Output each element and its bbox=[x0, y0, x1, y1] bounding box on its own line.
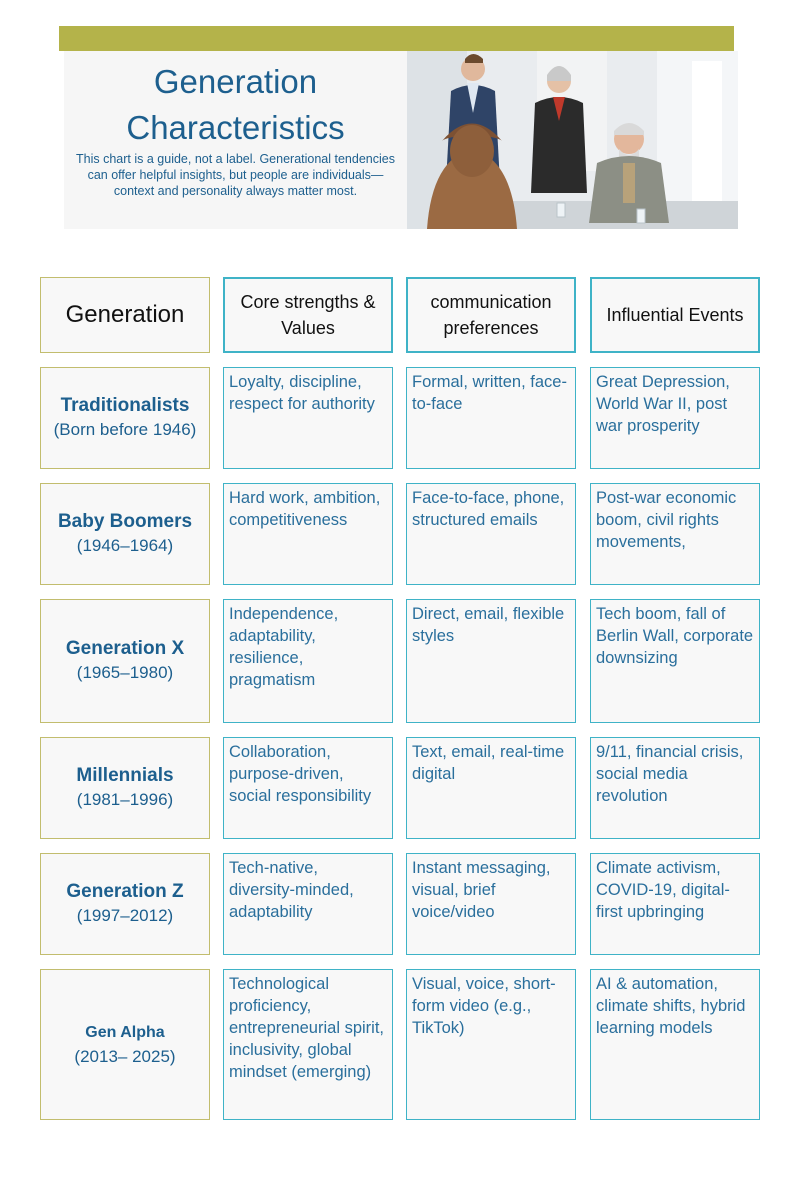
page-title bbox=[64, 59, 407, 151]
core-strengths-cell: Collaboration, purpose-driven, social responsibility bbox=[223, 737, 393, 839]
table-row bbox=[40, 483, 760, 585]
communication-cell: Direct, email, flexible styles bbox=[406, 599, 576, 723]
team-meeting-photo bbox=[407, 51, 738, 229]
generation-years: (1981–1996) bbox=[76, 790, 174, 809]
generation-name: Gen Alpha bbox=[85, 1023, 165, 1041]
generation-years: (1946–1964) bbox=[76, 536, 174, 555]
table-row bbox=[40, 599, 760, 723]
table-row bbox=[40, 969, 760, 1120]
generation-years: (2013– 2025) bbox=[74, 1046, 176, 1066]
generation-years: (1997–2012) bbox=[76, 906, 174, 925]
core-strengths-cell: Hard work, ambition, competitiveness bbox=[223, 483, 393, 585]
header-events: Influential Events bbox=[590, 277, 760, 353]
page-subtitle: This chart is a guide, not a label. Generational tendencies can offer helpful insights, but people are individuals—context and personality always matter most. bbox=[76, 152, 395, 198]
core-strengths-cell: Technological proficiency, entrepreneurial spirit, inclusivity, global mindset (emerging) bbox=[223, 969, 393, 1120]
communication-cell: Text, email, real-time digital bbox=[406, 737, 576, 839]
generation-cell bbox=[40, 737, 210, 839]
table-row bbox=[40, 367, 760, 469]
generation-cell bbox=[40, 367, 210, 469]
events-cell: Tech boom, fall of Berlin Wall, corporate downsizing bbox=[590, 599, 760, 723]
generation-cell bbox=[40, 599, 210, 723]
generation-cell bbox=[40, 969, 210, 1120]
communication-cell: Formal, written, face-to-face bbox=[406, 367, 576, 469]
table-row bbox=[40, 853, 760, 955]
generation-years: (1965–1980) bbox=[76, 663, 174, 682]
core-strengths-cell: Independence, adaptability, resilience, pragmatism bbox=[223, 599, 393, 723]
core-strengths-cell: Loyalty, discipline, respect for authority bbox=[223, 367, 393, 469]
header-card bbox=[64, 51, 407, 229]
title-line-2: Characteristics bbox=[126, 109, 345, 146]
generation-name: Baby Boomers bbox=[57, 511, 193, 532]
core-strengths-cell: Tech-native, diversity-minded, adaptability bbox=[223, 853, 393, 955]
communication-cell: Instant messaging, visual, brief voice/video bbox=[406, 853, 576, 955]
title-line-1: Generation bbox=[153, 63, 318, 100]
events-cell: AI & automation, climate shifts, hybrid learning models bbox=[590, 969, 760, 1120]
header-communication: communication preferences bbox=[406, 277, 576, 353]
events-cell: Great Depression, World War II, post war prosperity bbox=[590, 367, 760, 469]
table-header-row bbox=[40, 277, 760, 353]
generation-years: (Born before 1946) bbox=[53, 420, 197, 439]
communication-cell: Visual, voice, short-form video (e.g., TikTok) bbox=[406, 969, 576, 1120]
header-generation: Generation bbox=[40, 277, 210, 353]
generation-cell bbox=[40, 483, 210, 585]
header-core-strengths: Core strengths & Values bbox=[223, 277, 393, 353]
generation-name: Millennials bbox=[76, 765, 174, 786]
generation-name: Generation Z bbox=[66, 881, 184, 902]
generation-name: Generation X bbox=[65, 638, 185, 659]
communication-cell: Face-to-face, phone, structured emails bbox=[406, 483, 576, 585]
generation-cell bbox=[40, 853, 210, 955]
table-row bbox=[40, 737, 760, 839]
header-accent-bar bbox=[59, 26, 734, 51]
events-cell: Post-war economic boom, civil rights movements, bbox=[590, 483, 760, 585]
generation-name: Traditionalists bbox=[60, 395, 190, 416]
events-cell: Climate activism, COVID-19, digital-first upbringing bbox=[590, 853, 760, 955]
events-cell: 9/11, financial crisis, social media revolution bbox=[590, 737, 760, 839]
